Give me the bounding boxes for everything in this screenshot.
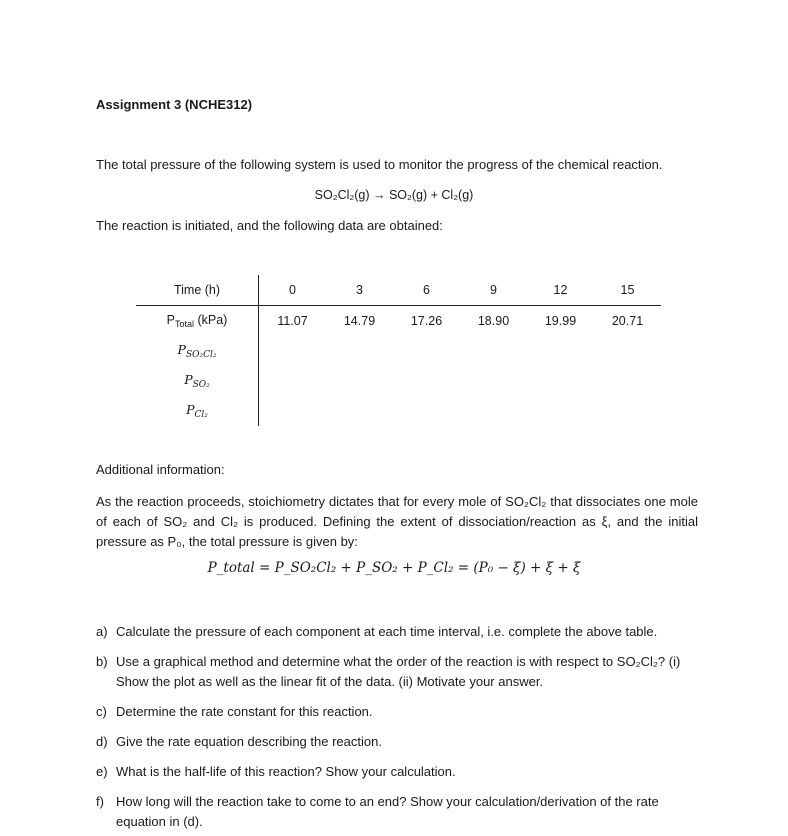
question-e	[96, 762, 700, 782]
question-c	[96, 702, 700, 722]
total-pressure-equation: P_total = P_SO₂Cl₂ + P_SO₂ + P_Cl₂ = (P₀ − ξ) + ξ + ξ	[207, 560, 581, 576]
initiated-text: The reaction is initiated, and the following data are obtained:	[96, 218, 443, 233]
time-header: Time (h)	[136, 275, 259, 306]
ptotal-cell: 20.71	[611, 314, 644, 328]
question-a	[96, 622, 700, 642]
time-cell: 9	[460, 275, 527, 306]
question-label: a)	[96, 624, 108, 639]
pso2cl2-header: $P_{SO_2Cl_2}$	[136, 336, 259, 366]
time-cell: 0	[259, 275, 327, 306]
pso2-row	[136, 366, 661, 396]
reaction-equation: SO₂Cl₂(g) → SO₂(g) + Cl₂(g)	[314, 188, 474, 202]
assignment-title: Assignment 3 (NCHE312)	[96, 97, 253, 112]
question-text: Use a graphical method and determine what the order of the reaction is with respect to SO₂Cl₂? (i) Show the plot as well as the linear fit of the data. (ii) Motivate your answer.	[116, 654, 681, 689]
question-text: What is the half-life of this reaction? Show your calculation.	[116, 764, 456, 779]
question-label: c)	[96, 704, 107, 719]
question-b	[96, 652, 700, 692]
ptotal-header: $P_{Total}$ (kPa)	[136, 306, 259, 337]
additional-heading: Additional information:	[96, 462, 225, 477]
question-label: b)	[96, 654, 108, 669]
ptotal-cell: 17.26	[410, 314, 443, 328]
question-d	[96, 732, 700, 752]
question-label: e)	[96, 764, 108, 779]
time-row	[136, 275, 661, 306]
intro-text: The total pressure of the following system is used to monitor the progress of the chemical reaction.	[96, 157, 663, 172]
time-cell: 12	[527, 275, 594, 306]
additional-paragraph: As the reaction proceeds, stoichiometry dictates that for every mole of SO₂Cl₂ that dissociates one mole of each of SO₂ and Cl₂ is produced. Defining the extent of dissociation/reaction as ξ, and the initial pressure as P₀, the total pressure is given by:	[96, 494, 698, 549]
question-label: d)	[96, 734, 108, 749]
pcl2-row	[136, 396, 661, 426]
ptotal-cell: 11.07	[277, 314, 308, 328]
ptotal-row	[136, 306, 661, 337]
question-text: Give the rate equation describing the reaction.	[116, 734, 382, 749]
time-cell: 15	[594, 275, 661, 306]
time-cell: 6	[393, 275, 460, 306]
pso2-header: $P_{SO_2}$	[136, 366, 259, 396]
time-cell: 3	[326, 275, 393, 306]
ptotal-cell: 14.79	[343, 314, 376, 328]
pso2cl2-row	[136, 336, 661, 366]
question-text: Calculate the pressure of each component at each time interval, i.e. complete the above table.	[116, 624, 658, 639]
ptotal-cell: 19.99	[544, 314, 577, 328]
question-label: f)	[96, 794, 104, 809]
ptotal-cell: 18.90	[477, 314, 510, 328]
question-f	[96, 792, 700, 832]
question-text: How long will the reaction take to come to an end? Show your calculation/derivation of the rate equation in (d).	[116, 794, 659, 829]
data-table	[136, 275, 661, 426]
pcl2-header: $P_{Cl_2}$	[136, 396, 259, 426]
question-text: Determine the rate constant for this reaction.	[116, 704, 373, 719]
